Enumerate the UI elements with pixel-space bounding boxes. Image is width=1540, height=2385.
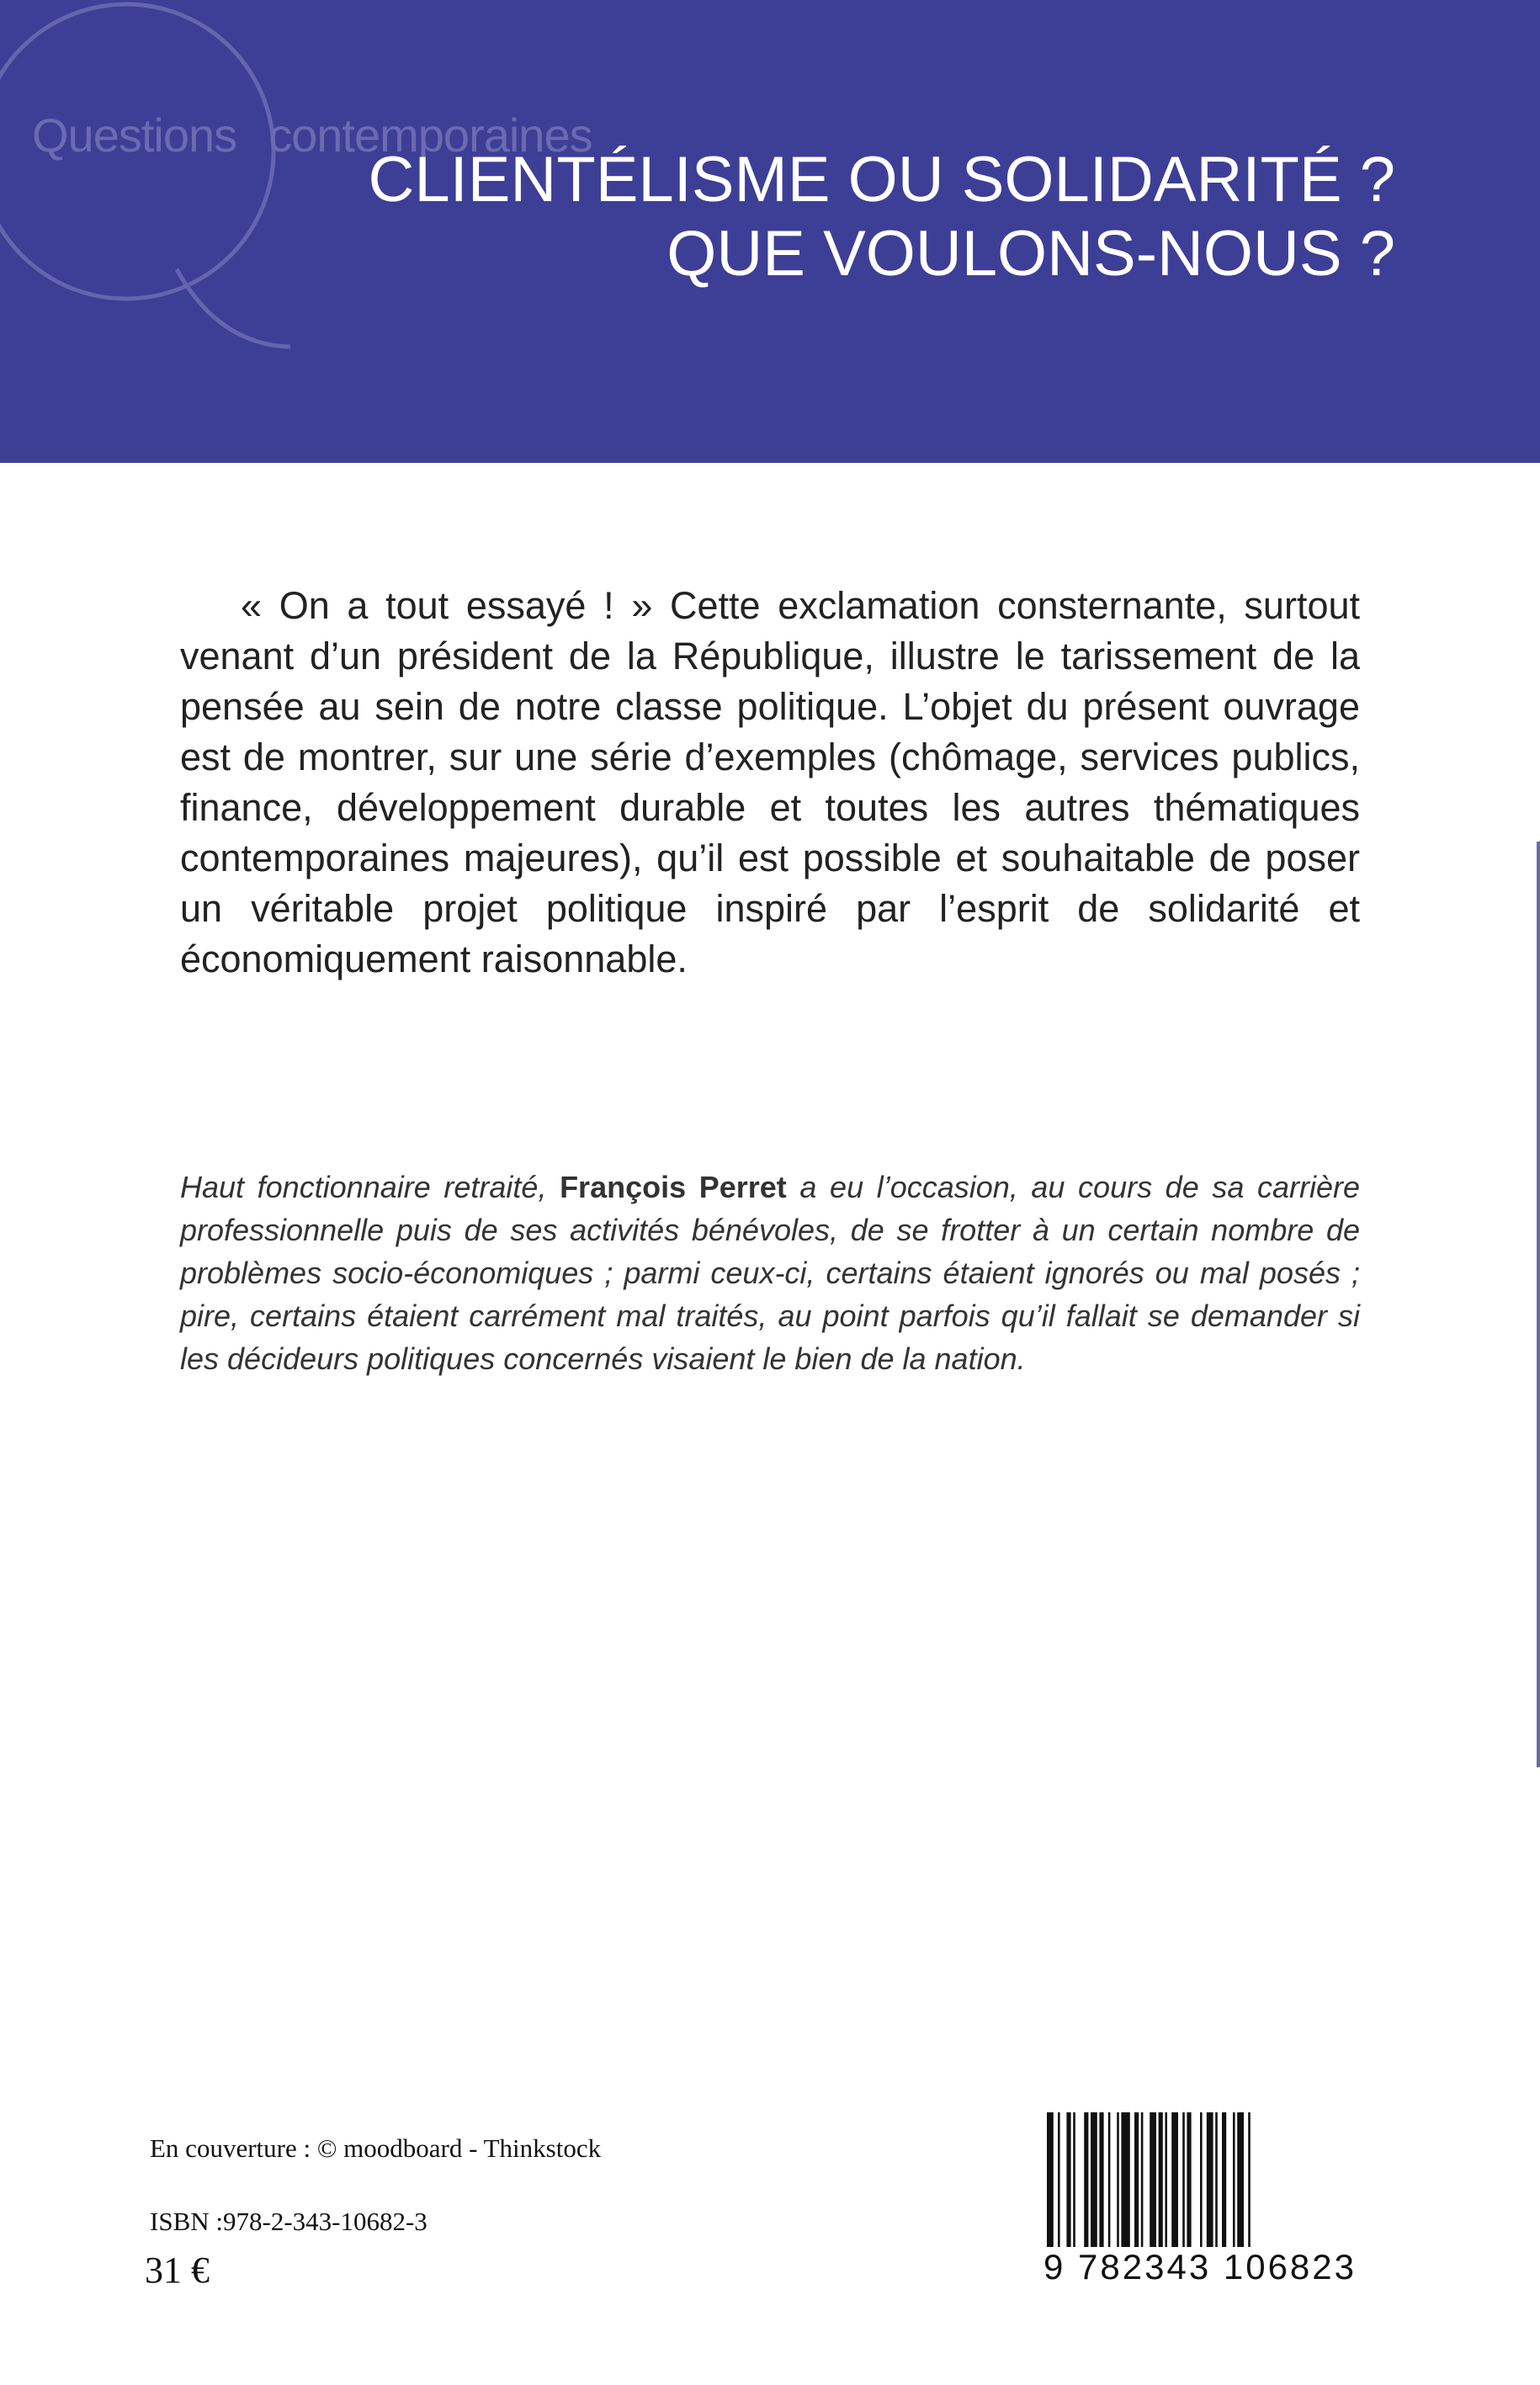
barcode-bar [1099, 2112, 1103, 2251]
bio-rest: a eu l’occasion, au cours de sa carrière professionnelle puis de ses activités bénévoles, de se frotter à un certain nombre de problèmes socio-économiques ; parmi ceux-ci, certains étaient ignorés ou mal posés ; pire, certains étaient carrément mal traités, au point parfois qu’il fallait se demander si les décideurs politiques concernés visaient le bien de la nation. [180, 1170, 1360, 1376]
barcode-bar [1207, 2112, 1213, 2251]
barcode-bar [1117, 2112, 1119, 2251]
author-name: François Perret [560, 1170, 787, 1204]
barcode-bar [1084, 2112, 1088, 2251]
book-title [368, 143, 1395, 291]
isbn-number: ISBN :978-2-343-10682-3 [150, 2207, 427, 2236]
series-word-1: Questions [32, 109, 237, 162]
barcode-bar [1121, 2112, 1129, 2251]
barcode-bar [1187, 2112, 1191, 2251]
barcode-bar [1066, 2112, 1070, 2251]
barcode-bar [1182, 2112, 1185, 2251]
book-price: 31 € [145, 2250, 210, 2291]
barcode-bar [1233, 2112, 1235, 2251]
barcode-bar [1222, 2112, 1226, 2251]
title-line-2: QUE VOULONS-NOUS ? [666, 218, 1395, 289]
barcode-bar [1171, 2112, 1178, 2251]
barcode-bar [1134, 2112, 1139, 2251]
q-logo-icon [0, 0, 320, 362]
barcode-bar [1237, 2112, 1244, 2251]
series-word-2: contemporaines [268, 109, 592, 162]
barcode-bar [1215, 2112, 1218, 2251]
barcode-bar [1073, 2112, 1075, 2251]
barcode-digits: 9 782343 106823 [1042, 2247, 1360, 2287]
cover-header [0, 0, 1540, 463]
bio-intro: Haut fonctionnaire retraité, [180, 1170, 560, 1204]
barcode-bar [1091, 2112, 1097, 2251]
edge-divider [1537, 842, 1540, 1767]
barcode-bar [1141, 2112, 1144, 2251]
barcode-bar [1200, 2112, 1203, 2251]
title-line-1: CLIENTÉLISME OU SOLIDARITÉ ? [368, 144, 1395, 215]
barcode-bar [1108, 2112, 1111, 2251]
author-bio [180, 1166, 1360, 1380]
cover-credit: En couverture : © moodboard - Thinkstock [150, 2133, 602, 2163]
barcode-bar [1165, 2112, 1167, 2251]
book-blurb: « On a tout essayé ! » Cette exclamation consternante, surtout venant d’un président de la République, illustre le tarissement de la pensée au sein de notre classe politique. L’objet du présent ouvrage est de montrer, sur une série d’exemples (chômage, services publics, finance, développement durable et toutes les autres thématiques contemporaines majeures), qu’il est possible et souhaitable de poser un véritable projet politique inspiré par l’esprit de solidarité et économiquement raisonnable. [180, 584, 1360, 980]
